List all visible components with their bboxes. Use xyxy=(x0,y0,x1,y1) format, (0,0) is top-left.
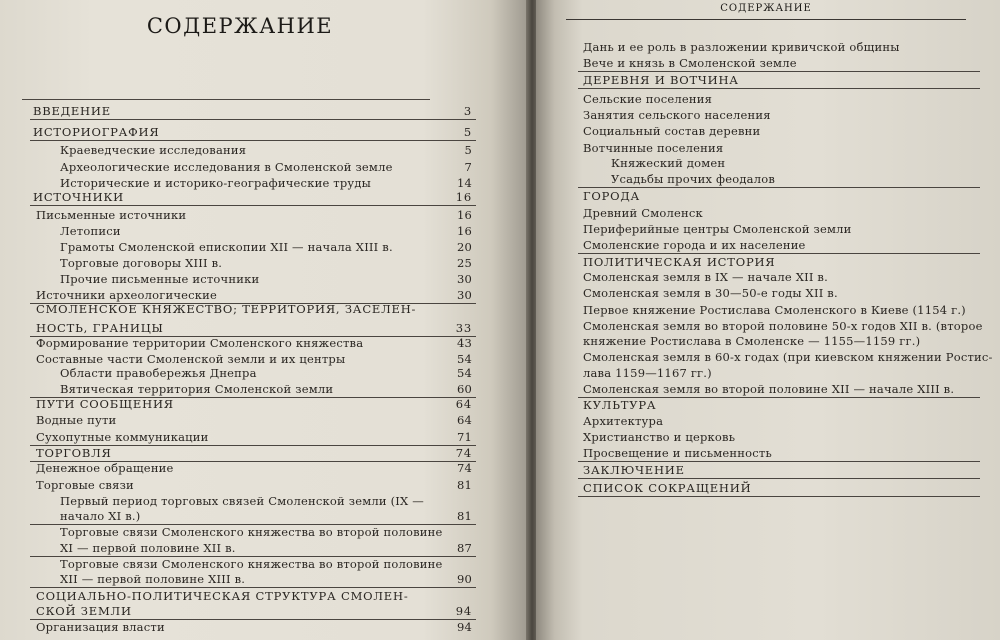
toc-page-number: 14 xyxy=(456,176,472,190)
toc-section-heading xyxy=(36,589,472,603)
toc-entry-title: Вятическая территория Смоленской земли xyxy=(60,382,334,396)
toc-entry xyxy=(60,382,472,396)
toc-entry xyxy=(60,272,472,286)
toc-rule xyxy=(30,119,476,120)
toc-entry xyxy=(36,336,472,350)
toc-section-heading xyxy=(583,73,976,87)
toc-entry-title: Вече и князь в Смоленской земле xyxy=(583,56,797,70)
toc-entry xyxy=(60,224,472,238)
toc-entry xyxy=(60,366,472,380)
toc-entry-title: Княжеский домен xyxy=(611,156,726,170)
toc-page-number: 30 xyxy=(456,288,472,302)
toc-entry-title: Просвещение и письменность xyxy=(583,446,772,460)
toc-section-heading xyxy=(36,446,472,460)
toc-entry-title: Денежное обращение xyxy=(36,461,174,475)
toc-entry xyxy=(583,40,976,54)
toc-entry-title: Социальный состав деревни xyxy=(583,124,761,138)
toc-page-number: 94 xyxy=(455,604,472,618)
toc-entry xyxy=(583,238,976,252)
toc-entry-title: ГОРОДА xyxy=(583,189,641,203)
toc-entry-title: Усадьбы прочих феодалов xyxy=(611,172,776,186)
toc-entry-title: ИСТОРИОГРАФИЯ xyxy=(33,125,160,139)
toc-entry-title: Дань и ее роль в разложении кривичской общины xyxy=(583,40,900,54)
toc-section-heading xyxy=(583,255,976,269)
toc-entry-title: Первое княжение Ростислава Смоленского в Киеве (1154 г.) xyxy=(583,303,966,317)
toc-entry-title: ИСТОЧНИКИ xyxy=(33,190,125,204)
toc-entry-title: НОСТЬ, ГРАНИЦЫ xyxy=(36,321,164,335)
toc-entry-title: XI — первой половине XII в. xyxy=(60,541,236,555)
toc-entry xyxy=(611,172,976,186)
toc-entry xyxy=(583,382,976,396)
toc-page-number: 16 xyxy=(455,190,472,204)
toc-entry xyxy=(583,92,976,106)
toc-rule xyxy=(578,461,980,462)
toc-entry-title: княжение Ростислава в Смоленске — 1155—1159 гг.) xyxy=(583,334,921,348)
toc-entry-title: Смоленская земля в 60-х годах (при киевском княжении Ростис- xyxy=(583,350,993,364)
toc-entry xyxy=(36,352,472,366)
toc-section-heading xyxy=(36,397,472,411)
toc-rule xyxy=(30,140,476,141)
toc-entry-title: Смоленская земля во второй половине 50-х годов XII в. (второе xyxy=(583,319,983,333)
toc-section-heading xyxy=(36,321,472,335)
toc-entry-title: лава 1159—1167 гг.) xyxy=(583,366,712,380)
toc-entry xyxy=(583,56,976,70)
toc-entry-title: ПУТИ СООБЩЕНИЯ xyxy=(36,397,174,411)
toc-rule xyxy=(578,253,980,254)
toc-rule xyxy=(578,478,980,479)
toc-entry-title: Смоленская земля в IX — начале XII в. xyxy=(583,270,828,284)
toc-entry xyxy=(36,288,472,302)
running-head: СОДЕРЖАНИЕ xyxy=(720,3,812,14)
toc-entry xyxy=(36,478,472,492)
toc-entry-title: Организация власти xyxy=(36,620,165,634)
toc-section-heading xyxy=(33,104,472,118)
toc-entry-title: Составные части Смоленской земли и их центры xyxy=(36,352,346,366)
toc-section-heading xyxy=(36,302,472,316)
toc-page-number: 94 xyxy=(456,620,472,634)
toc-page-number: 20 xyxy=(456,240,472,254)
toc-rule xyxy=(30,205,476,206)
toc-entry-title: Занятия сельского населения xyxy=(583,108,771,122)
toc-page-number: 43 xyxy=(456,336,472,350)
toc-entry xyxy=(583,446,976,460)
toc-entry-title: Сельские поселения xyxy=(583,92,713,106)
toc-entry xyxy=(583,286,976,300)
toc-entry xyxy=(60,494,472,508)
toc-entry xyxy=(583,270,976,284)
toc-entry xyxy=(60,256,472,270)
toc-section-heading xyxy=(33,125,472,139)
toc-entry-title: начало XI в.) xyxy=(60,509,141,523)
toc-page-number: 60 xyxy=(456,382,472,396)
toc-entry xyxy=(583,108,976,122)
toc-entry xyxy=(60,572,472,586)
toc-entry-title: Торговые договоры XIII в. xyxy=(60,256,223,270)
toc-page-number: 74 xyxy=(455,446,472,460)
toc-entry xyxy=(583,334,976,348)
toc-entry-title: Источники археологические xyxy=(36,288,218,302)
toc-entry-title: Торговые связи Смоленского княжества во второй половине xyxy=(60,525,443,539)
toc-entry-title: Смоленские города и их население xyxy=(583,238,806,252)
toc-page-number: 16 xyxy=(456,224,472,238)
toc-entry-title: Архитектура xyxy=(583,414,664,428)
toc-page-number: 30 xyxy=(456,272,472,286)
toc-rule xyxy=(30,587,476,588)
toc-entry-title: Прочие письменные источники xyxy=(60,272,260,286)
toc-entry-title: Первый период торговых связей Смоленской земли (IX — xyxy=(60,494,424,508)
toc-entry xyxy=(60,176,472,190)
toc-entry xyxy=(36,620,472,634)
toc-entry xyxy=(583,141,976,155)
running-head-rule xyxy=(566,19,966,20)
toc-entry-title: Вотчинные поселения xyxy=(583,141,724,155)
toc-entry-title: СОЦИАЛЬНО-ПОЛИТИЧЕСКАЯ СТРУКТУРА СМОЛЕН- xyxy=(36,589,409,603)
toc-entry xyxy=(60,525,472,539)
toc-page-number: 87 xyxy=(456,541,472,555)
toc-entry xyxy=(583,124,976,138)
toc-entry xyxy=(583,303,976,317)
toc-entry-title: Христианство и церковь xyxy=(583,430,736,444)
top-rule xyxy=(22,99,430,100)
toc-entry-title: Периферийные центры Смоленской земли xyxy=(583,222,852,236)
toc-entry xyxy=(583,430,976,444)
toc-page-number: 5 xyxy=(463,125,472,139)
toc-entry xyxy=(60,509,472,523)
toc-page-number: 64 xyxy=(455,397,472,411)
toc-entry-title: Водные пути xyxy=(36,413,117,427)
toc-entry xyxy=(583,206,976,220)
toc-entry-title: ПОЛИТИЧЕСКАЯ ИСТОРИЯ xyxy=(583,255,776,269)
toc-entry-title: ТОРГОВЛЯ xyxy=(36,446,112,460)
toc-entry-title: Области правобережья Днепра xyxy=(60,366,257,380)
toc-page-number: 25 xyxy=(456,256,472,270)
toc-entry xyxy=(36,413,472,427)
toc-page-number: 64 xyxy=(456,413,472,427)
toc-entry-title: Торговые связи xyxy=(36,478,134,492)
toc-entry xyxy=(583,222,976,236)
toc-entry-title: Письменные источники xyxy=(36,208,187,222)
toc-entry-title: ЗАКЛЮЧЕНИЕ xyxy=(583,463,685,477)
toc-page-number: 81 xyxy=(456,478,472,492)
toc-entry xyxy=(36,430,472,444)
toc-page-number: 7 xyxy=(464,160,472,174)
toc-page-number: 90 xyxy=(456,572,472,586)
toc-entry xyxy=(60,143,472,157)
toc-entry-title: Летописи xyxy=(60,224,121,238)
toc-entry xyxy=(583,366,976,380)
toc-rule xyxy=(578,88,980,89)
toc-page-number: 54 xyxy=(456,366,472,380)
toc-entry-title: Археологические исследования в Смоленской земле xyxy=(60,160,393,174)
toc-entry-title: Древний Смоленск xyxy=(583,206,703,220)
toc-page-number: 81 xyxy=(456,509,472,523)
toc-entry-title: Смоленская земля во второй половине XII — начале XIII в. xyxy=(583,382,955,396)
toc-entry xyxy=(36,461,472,475)
toc-entry-title: Формирование территории Смоленского княжества xyxy=(36,336,364,350)
toc-entry-title: Грамоты Смоленской епископии XII — начала XIII в. xyxy=(60,240,393,254)
toc-entry-title: СПИСОК СОКРАЩЕНИЙ xyxy=(583,481,752,495)
toc-page-number: 71 xyxy=(456,430,472,444)
toc-entry-title: Исторические и историко-географические труды xyxy=(60,176,372,190)
toc-entry-title: Торговые связи Смоленского княжества во второй половине xyxy=(60,557,443,571)
toc-section-heading xyxy=(36,604,472,618)
toc-entry-title: Сухопутные коммуникации xyxy=(36,430,209,444)
toc-rule xyxy=(578,187,980,188)
toc-entry-title: Смоленская земля в 30—50-е годы XII в. xyxy=(583,286,838,300)
toc-entry-title: СМОЛЕНСКОЕ КНЯЖЕСТВО; ТЕРРИТОРИЯ, ЗАСЕЛЕН- xyxy=(36,302,417,316)
toc-section-heading xyxy=(583,481,976,495)
toc-page-number: 16 xyxy=(456,208,472,222)
toc-entry-title: Краеведческие исследования xyxy=(60,143,247,157)
toc-entry xyxy=(611,156,976,170)
toc-page-number: 54 xyxy=(456,352,472,366)
toc-rule xyxy=(578,71,980,72)
toc-section-heading xyxy=(583,463,976,477)
toc-entry xyxy=(583,319,983,333)
toc-entry xyxy=(60,240,472,254)
toc-section-heading xyxy=(33,190,472,204)
toc-page-number: 5 xyxy=(464,143,472,157)
toc-page-number: 33 xyxy=(455,321,472,335)
toc-entry xyxy=(583,414,976,428)
toc-entry xyxy=(36,208,472,222)
toc-entry xyxy=(60,160,472,174)
toc-page-number: 3 xyxy=(463,104,472,118)
page-title: СОДЕРЖАНИЕ xyxy=(146,14,334,38)
toc-entry-title: СКОЙ ЗЕМЛИ xyxy=(36,604,132,618)
toc-rule xyxy=(578,496,980,497)
toc-entry xyxy=(60,557,472,571)
toc-entry xyxy=(60,541,472,555)
toc-section-heading xyxy=(583,189,976,203)
toc-entry-title: ВВЕДЕНИЕ xyxy=(33,104,111,118)
toc-section-heading xyxy=(583,398,976,412)
right-page xyxy=(536,0,1000,640)
toc-entry xyxy=(583,350,993,364)
toc-page-number: 74 xyxy=(456,461,472,475)
toc-entry-title: XII — первой половине XIII в. xyxy=(60,572,246,586)
toc-entry-title: ДЕРЕВНЯ И ВОТЧИНА xyxy=(583,73,739,87)
toc-entry-title: КУЛЬТУРА xyxy=(583,398,657,412)
